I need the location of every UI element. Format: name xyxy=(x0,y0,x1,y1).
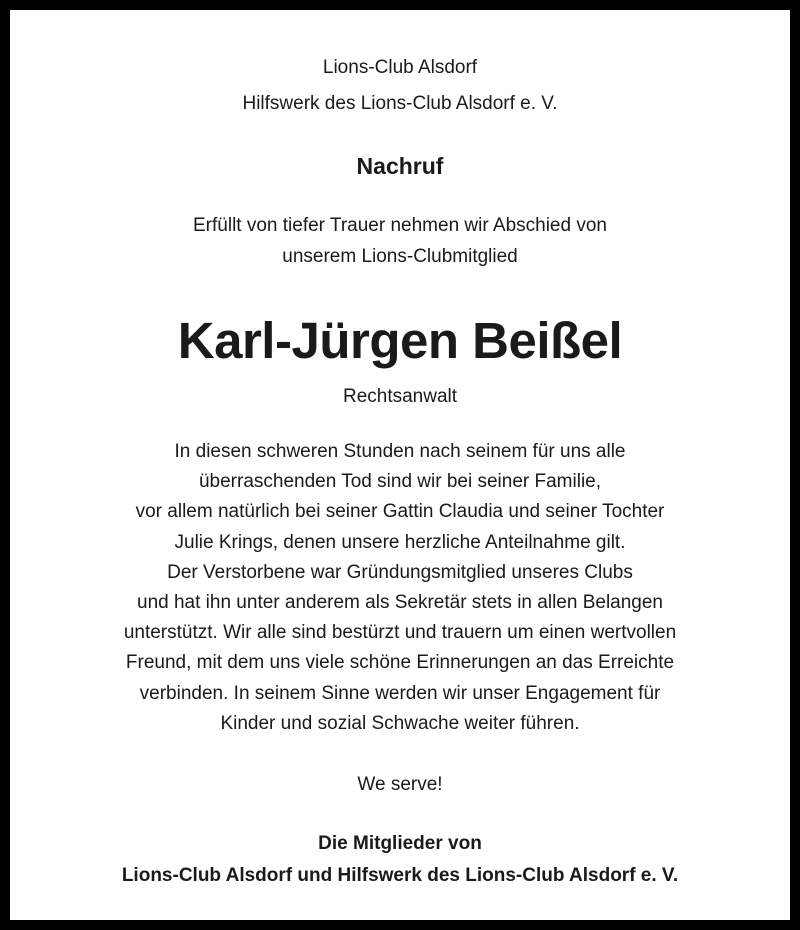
notice-title: Nachruf xyxy=(356,153,444,179)
signature-line-1: Die Mitglieder von xyxy=(318,833,482,854)
condolence-line: und hat ihn unter anderem als Sekretär stets in allen Belangen xyxy=(137,592,663,614)
condolence-line: Der Verstorbene war Gründungsmitglied unseres Clubs xyxy=(167,561,633,583)
condolence-line: In diesen schweren Stunden nach seinem für uns alle xyxy=(174,441,626,462)
condolence-line: überraschenden Tod sind wir bei seiner Familie, xyxy=(198,471,602,493)
charity-name: Hilfswerk des Lions-Club Alsdorf e. V. xyxy=(242,93,558,114)
condolence-line: vor allem natürlich bei seiner Gattin Claudia und seiner Tochter xyxy=(135,501,665,523)
condolence-line: Freund, mit dem uns viele schöne Erinnerungen an das Erreichte xyxy=(125,652,675,674)
deceased-name: Karl-Jürgen Beißel xyxy=(177,312,623,369)
condolence-line: Julie Krings, denen unsere herzliche Anteilnahme gilt. xyxy=(174,531,626,553)
condolence-line: unterstützt. Wir alle sind bestürzt und trauern um einen wertvollen xyxy=(123,622,677,644)
signature-line-2: Lions-Club Alsdorf und Hilfswerk des Lions-Club Alsdorf e. V. xyxy=(121,865,679,886)
condolence-line: Kinder und sozial Schwache weiter führen. xyxy=(220,712,580,734)
club-name: Lions-Club Alsdorf xyxy=(322,57,478,78)
condolence-text xyxy=(10,437,790,739)
intro-line-2: unserem Lions-Clubmitglied xyxy=(282,246,518,267)
deceased-profession: Rechtsanwalt xyxy=(342,386,458,407)
condolence-line: verbinden. In seinem Sinne werden wir unser Engagement für xyxy=(139,682,661,704)
club-motto: We serve! xyxy=(357,774,443,795)
intro-line-1: Erfüllt von tiefer Trauer nehmen wir Abschied von xyxy=(193,215,607,236)
